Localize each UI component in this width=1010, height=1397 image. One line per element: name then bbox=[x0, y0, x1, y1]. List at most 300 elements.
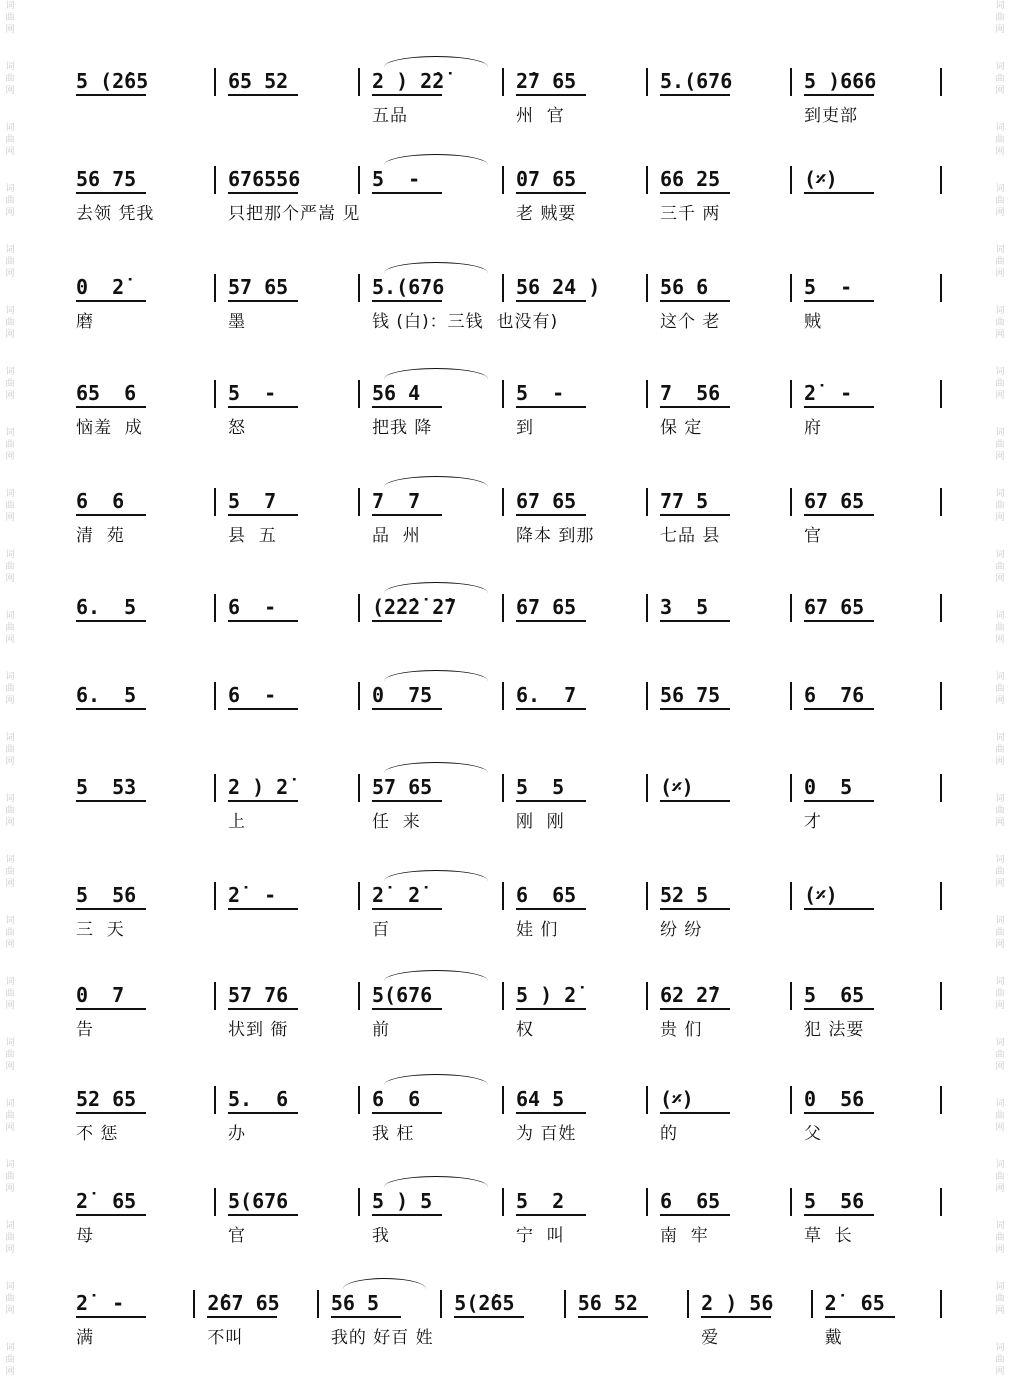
measure-notes: 0 5 bbox=[804, 775, 853, 799]
watermark-text: 词曲网 bbox=[995, 672, 1005, 706]
measure-notes: 5 56 bbox=[804, 1189, 865, 1213]
bar-line bbox=[214, 774, 216, 802]
slur bbox=[384, 154, 488, 165]
measure-notes: 7 7 bbox=[372, 489, 421, 513]
bar-line bbox=[790, 774, 792, 802]
beam-line bbox=[804, 1112, 874, 1114]
beam-line bbox=[372, 300, 442, 302]
measure-lyric: 把我 降 bbox=[372, 418, 433, 438]
measure-lyric: 只把那个严嵩 见 bbox=[228, 204, 361, 224]
measure-notes: 56 6 bbox=[660, 275, 709, 299]
beam-line bbox=[76, 406, 146, 408]
bar-line-end bbox=[940, 982, 942, 1010]
measure-notes: 07 65 bbox=[516, 167, 577, 191]
beam-line bbox=[804, 514, 874, 516]
measure-notes: 5 56 bbox=[76, 883, 137, 907]
watermark-text: 词曲网 bbox=[995, 1038, 1005, 1072]
beam-line bbox=[804, 708, 874, 710]
bar-line bbox=[214, 380, 216, 408]
measure-notes: 57 65 bbox=[372, 775, 433, 799]
measure-notes: 64 5 bbox=[516, 1087, 565, 1111]
beam-line bbox=[516, 800, 586, 802]
slur bbox=[384, 970, 488, 981]
measure-notes: 5 (2̇65 bbox=[76, 69, 149, 93]
beam-line bbox=[372, 192, 442, 194]
measure-notes: 3 5 bbox=[660, 595, 709, 619]
beam-line bbox=[372, 514, 442, 516]
beam-line bbox=[228, 94, 298, 96]
bar-line bbox=[790, 1086, 792, 1114]
measure-notes: 0 56 bbox=[804, 1087, 865, 1111]
bar-line bbox=[790, 274, 792, 302]
watermark-text: 词曲网 bbox=[995, 1099, 1005, 1133]
measure-notes: 6. 7 bbox=[516, 683, 577, 707]
measure-notes: 0 75 bbox=[372, 683, 433, 707]
watermark-text: 词曲网 bbox=[5, 1282, 15, 1316]
beam-line bbox=[516, 94, 586, 96]
watermark-text: 词曲网 bbox=[995, 550, 1005, 584]
watermark-text: 词曲网 bbox=[5, 62, 15, 96]
watermark-text: 词曲网 bbox=[5, 1160, 15, 1194]
bar-line bbox=[502, 166, 504, 194]
beam-line bbox=[804, 1008, 874, 1010]
watermark-text: 词曲网 bbox=[5, 306, 15, 340]
watermark-text: 词曲网 bbox=[995, 1282, 1005, 1316]
measure-notes: 5. 6 bbox=[228, 1087, 289, 1111]
measure-notes: 67 65 bbox=[516, 595, 577, 619]
beam-line bbox=[372, 800, 442, 802]
bar-line bbox=[358, 274, 360, 302]
beam-line bbox=[76, 620, 146, 622]
beam-line bbox=[76, 800, 146, 802]
measure-notes: 5 65 bbox=[804, 983, 865, 1007]
measure-lyric: 百 bbox=[372, 920, 390, 940]
measure-notes: (2̇2̇2̇ 2̇7 bbox=[372, 595, 457, 619]
measure-notes: 2̇7 65 bbox=[516, 69, 577, 93]
slur bbox=[384, 582, 488, 593]
beam-line bbox=[76, 908, 146, 910]
measure-notes: 6 6 bbox=[76, 489, 125, 513]
measure-lyric: 磨 bbox=[76, 312, 94, 332]
measure-notes: 2 ) 56 bbox=[701, 1291, 774, 1315]
beam-line bbox=[76, 514, 146, 516]
watermark-text: 词曲网 bbox=[995, 977, 1005, 1011]
watermark-text: 词曲网 bbox=[995, 733, 1005, 767]
bar-line bbox=[193, 1290, 195, 1318]
measure-lyric: 保 定 bbox=[660, 418, 703, 438]
beam-line bbox=[76, 300, 146, 302]
beam-line bbox=[660, 300, 730, 302]
bar-line bbox=[214, 1086, 216, 1114]
bar-line bbox=[790, 982, 792, 1010]
measure-notes: 2̇ 2̇ bbox=[372, 883, 421, 907]
beam-line bbox=[331, 1316, 401, 1318]
bar-line-end bbox=[940, 488, 942, 516]
beam-line bbox=[660, 908, 730, 910]
bar-line-end bbox=[940, 1188, 942, 1216]
measure-lyric: 我 枉 bbox=[372, 1124, 415, 1144]
measure-notes: 676556 bbox=[228, 167, 301, 191]
beam-line bbox=[76, 94, 146, 96]
measure-lyric: 宁 叫 bbox=[516, 1226, 565, 1246]
bar-line bbox=[687, 1290, 689, 1318]
watermark-text: 词曲网 bbox=[995, 855, 1005, 889]
bar-line bbox=[790, 1188, 792, 1216]
watermark-text: 词曲网 bbox=[5, 367, 15, 401]
beam-line bbox=[372, 708, 442, 710]
watermark-text: 词曲网 bbox=[995, 245, 1005, 279]
watermark-text: 词曲网 bbox=[995, 1343, 1005, 1377]
measure-lyric: 戴 bbox=[824, 1328, 843, 1348]
bar-line bbox=[646, 68, 648, 96]
beam-line bbox=[76, 1008, 146, 1010]
beam-line bbox=[228, 192, 298, 194]
measure-lyric: 墨 bbox=[228, 312, 246, 332]
watermark-text: 词曲网 bbox=[995, 428, 1005, 462]
bar-line bbox=[790, 594, 792, 622]
beam-line bbox=[516, 514, 586, 516]
measure-lyric: 父 bbox=[804, 1124, 822, 1144]
slur bbox=[384, 1176, 488, 1187]
measure-lyric: 任 来 bbox=[372, 812, 421, 832]
measure-lyric: 五品 bbox=[372, 106, 408, 126]
watermark-text: 词曲网 bbox=[995, 611, 1005, 645]
measure-notes: 6 65 bbox=[660, 1189, 721, 1213]
measure-lyric: 我的 好百 姓 bbox=[330, 1328, 434, 1348]
measure-notes: (𝄎) bbox=[660, 1087, 694, 1111]
bar-line bbox=[646, 380, 648, 408]
bar-line bbox=[502, 274, 504, 302]
measure-notes: 67 65 bbox=[804, 489, 865, 513]
bar-line bbox=[502, 1086, 504, 1114]
beam-line bbox=[372, 620, 442, 622]
slur bbox=[384, 56, 488, 67]
bar-line bbox=[790, 682, 792, 710]
slur bbox=[384, 1074, 488, 1085]
measure-lyric: 州 官 bbox=[516, 106, 565, 126]
measure-lyric: 满 bbox=[76, 1328, 94, 1348]
beam-line bbox=[516, 406, 586, 408]
slur bbox=[384, 476, 488, 487]
measure-lyric: 前 bbox=[372, 1020, 390, 1040]
bar-line bbox=[358, 166, 360, 194]
beam-line bbox=[228, 800, 298, 802]
measure-notes: 56 5 bbox=[330, 1291, 380, 1315]
beam-line bbox=[228, 406, 298, 408]
measure-lyric: 官 bbox=[804, 526, 822, 546]
measure-notes: 5 - bbox=[228, 381, 277, 405]
bar-line bbox=[502, 1188, 504, 1216]
beam-line bbox=[660, 94, 730, 96]
watermark-text: 词曲网 bbox=[995, 367, 1005, 401]
beam-line bbox=[804, 300, 874, 302]
beam-line bbox=[516, 620, 586, 622]
measure-notes: 57 65 bbox=[228, 275, 289, 299]
beam-line bbox=[228, 620, 298, 622]
measure-notes: 5.(676 bbox=[372, 275, 445, 299]
bar-line bbox=[358, 488, 360, 516]
watermark-text: 词曲网 bbox=[5, 672, 15, 706]
beam-line bbox=[372, 1214, 442, 1216]
measure-lyric: 到吏部 bbox=[804, 106, 858, 126]
measure-notes: 56 24 ) bbox=[516, 275, 601, 299]
measure-notes: 5(676 bbox=[372, 983, 433, 1007]
measure-lyric: 恼羞 成 bbox=[76, 418, 143, 438]
bar-line bbox=[502, 380, 504, 408]
measure-lyric: 才 bbox=[804, 812, 822, 832]
beam-line bbox=[825, 1316, 895, 1318]
beam-line bbox=[76, 1112, 146, 1114]
beam-line bbox=[804, 94, 874, 96]
watermark-text: 词曲网 bbox=[5, 1221, 15, 1255]
beam-line bbox=[660, 1214, 730, 1216]
measure-lyric: 娃 们 bbox=[516, 920, 559, 940]
beam-line bbox=[701, 1316, 771, 1318]
bar-line bbox=[214, 594, 216, 622]
measure-notes: 5(2̇65 bbox=[454, 1291, 515, 1315]
measure-notes: 65 6 bbox=[76, 381, 137, 405]
bar-line bbox=[502, 682, 504, 710]
beam-line bbox=[228, 1214, 298, 1216]
slur bbox=[343, 1278, 426, 1289]
watermark-text: 词曲网 bbox=[995, 489, 1005, 523]
bar-line bbox=[214, 1188, 216, 1216]
bar-line bbox=[214, 682, 216, 710]
measure-notes: 56 75 bbox=[76, 167, 137, 191]
bar-line bbox=[358, 594, 360, 622]
measure-lyric: 贼 bbox=[804, 312, 822, 332]
measure-lyric: 的 bbox=[660, 1124, 678, 1144]
bar-line bbox=[646, 488, 648, 516]
bar-line bbox=[790, 488, 792, 516]
measure-notes: 5 - bbox=[372, 167, 421, 191]
beam-line bbox=[372, 406, 442, 408]
watermark-text: 词曲网 bbox=[5, 977, 15, 1011]
bar-line-end bbox=[940, 380, 942, 408]
bar-line bbox=[646, 1188, 648, 1216]
measure-lyric: 府 bbox=[804, 418, 822, 438]
beam-line bbox=[660, 192, 730, 194]
measure-notes: 5 2 bbox=[516, 1189, 565, 1213]
measure-notes: 6 76 bbox=[804, 683, 865, 707]
measure-notes: 5 ) 5 bbox=[372, 1189, 433, 1213]
beam-line bbox=[516, 300, 586, 302]
beam-line bbox=[76, 192, 146, 194]
bar-line bbox=[790, 68, 792, 96]
measure-lyric: 怒 bbox=[228, 418, 246, 438]
bar-line bbox=[440, 1290, 442, 1318]
measure-notes: 65 52 bbox=[228, 69, 289, 93]
watermark-text: 词曲网 bbox=[5, 1038, 15, 1072]
measure-notes: 7 56 bbox=[660, 381, 721, 405]
watermark-text: 词曲网 bbox=[995, 1160, 1005, 1194]
watermark-text: 词曲网 bbox=[5, 550, 15, 584]
bar-line-end bbox=[940, 682, 942, 710]
watermark-text: 词曲网 bbox=[5, 916, 15, 950]
measure-lyric: 草 长 bbox=[804, 1226, 853, 1246]
measure-lyric: 县 五 bbox=[228, 526, 277, 546]
watermark-text: 词曲网 bbox=[5, 184, 15, 218]
measure-notes: 2̇ 65 bbox=[76, 1189, 137, 1213]
bar-line bbox=[646, 682, 648, 710]
slur bbox=[384, 368, 488, 379]
measure-notes: (𝄎) bbox=[804, 883, 838, 907]
beam-line bbox=[207, 1316, 277, 1318]
measure-lyric: 办 bbox=[228, 1124, 246, 1144]
beam-line bbox=[660, 1112, 730, 1114]
bar-line bbox=[502, 774, 504, 802]
measure-lyric: 品 州 bbox=[372, 526, 421, 546]
measure-notes: 77 5 bbox=[660, 489, 709, 513]
bar-line bbox=[502, 594, 504, 622]
measure-notes: 56 4 bbox=[372, 381, 421, 405]
beam-line bbox=[516, 908, 586, 910]
measure-notes: 67 65 bbox=[516, 489, 577, 513]
watermark-text: 词曲网 bbox=[5, 733, 15, 767]
bar-line bbox=[358, 982, 360, 1010]
bar-line bbox=[811, 1290, 813, 1318]
bar-line bbox=[564, 1290, 566, 1318]
measure-notes: 5 7 bbox=[228, 489, 277, 513]
measure-notes: (𝄎) bbox=[804, 167, 838, 191]
beam-line bbox=[228, 908, 298, 910]
watermark-text: 词曲网 bbox=[995, 794, 1005, 828]
measure-lyric: 钱 (白)：三钱 也没有) bbox=[372, 312, 559, 332]
watermark-text: 词曲网 bbox=[5, 611, 15, 645]
bar-line bbox=[358, 774, 360, 802]
measure-notes: 67 65 bbox=[804, 595, 865, 619]
bar-line bbox=[790, 882, 792, 910]
beam-line bbox=[804, 800, 874, 802]
measure-notes: 5(676 bbox=[228, 1189, 289, 1213]
measure-lyric: 清 苑 bbox=[76, 526, 125, 546]
watermark-text: 词曲网 bbox=[5, 1099, 15, 1133]
bar-line bbox=[358, 68, 360, 96]
beam-line bbox=[516, 1008, 586, 1010]
slur bbox=[384, 262, 488, 273]
measure-lyric: 降本 到那 bbox=[516, 526, 595, 546]
beam-line bbox=[516, 708, 586, 710]
bar-line bbox=[646, 774, 648, 802]
measure-notes: 5 53 bbox=[76, 775, 137, 799]
measure-notes: 52 65 bbox=[76, 1087, 137, 1111]
measure-notes: 6 6 bbox=[372, 1087, 421, 1111]
bar-line-end bbox=[940, 882, 942, 910]
measure-notes: 2̇ 65 bbox=[824, 1291, 885, 1315]
beam-line bbox=[228, 514, 298, 516]
measure-notes: 5 ) 2̇ bbox=[516, 983, 577, 1007]
bar-line bbox=[646, 274, 648, 302]
measure-lyric: 不叫 bbox=[207, 1328, 244, 1348]
measure-notes: 2̇ - bbox=[76, 1291, 125, 1315]
measure-lyric: 三千 两 bbox=[660, 204, 721, 224]
watermark-text: 词曲网 bbox=[5, 428, 15, 462]
measure-lyric: 权 bbox=[516, 1020, 534, 1040]
measure-notes: 56 52 bbox=[577, 1291, 638, 1315]
watermark-text: 词曲网 bbox=[995, 62, 1005, 96]
beam-line bbox=[516, 192, 586, 194]
bar-line bbox=[646, 882, 648, 910]
watermark-text: 词曲网 bbox=[5, 245, 15, 279]
measure-notes: 0 7 bbox=[76, 983, 125, 1007]
bar-line-end bbox=[940, 68, 942, 96]
bar-line-end bbox=[940, 1290, 942, 1318]
measure-lyric: 这个 老 bbox=[660, 312, 721, 332]
measure-notes: 0 2̇ bbox=[76, 275, 125, 299]
watermark-text: 词曲网 bbox=[5, 1343, 15, 1377]
measure-lyric: 老 贼要 bbox=[516, 204, 577, 224]
watermark-text: 词曲网 bbox=[995, 1221, 1005, 1255]
beam-line bbox=[372, 908, 442, 910]
measure-lyric: 上 bbox=[228, 812, 246, 832]
bar-line bbox=[790, 380, 792, 408]
bar-line-end bbox=[940, 274, 942, 302]
measure-notes: 6. 5 bbox=[76, 683, 137, 707]
slur bbox=[384, 670, 488, 681]
measure-lyric: 母 bbox=[76, 1226, 94, 1246]
measure-notes: 66 25 bbox=[660, 167, 721, 191]
watermark-text: 词曲网 bbox=[5, 123, 15, 157]
watermark-text: 词曲网 bbox=[5, 489, 15, 523]
measure-notes: 56 75 bbox=[660, 683, 721, 707]
beam-line bbox=[228, 1112, 298, 1114]
beam-line bbox=[660, 1008, 730, 1010]
measure-notes: 2 ) 2̇ bbox=[228, 775, 289, 799]
measure-notes: 6 65 bbox=[516, 883, 577, 907]
beam-line bbox=[804, 406, 874, 408]
watermark-text: 词曲网 bbox=[995, 1, 1005, 35]
watermark-text: 词曲网 bbox=[995, 123, 1005, 157]
bar-line bbox=[790, 166, 792, 194]
bar-line bbox=[214, 274, 216, 302]
measure-lyric: 为 百姓 bbox=[516, 1124, 577, 1144]
beam-line bbox=[76, 1316, 146, 1318]
bar-line bbox=[358, 380, 360, 408]
beam-line bbox=[76, 1214, 146, 1216]
measure-notes: 6. 5 bbox=[76, 595, 137, 619]
beam-line bbox=[372, 94, 442, 96]
bar-line bbox=[214, 882, 216, 910]
beam-line bbox=[804, 192, 874, 194]
bar-line bbox=[646, 982, 648, 1010]
beam-line bbox=[228, 300, 298, 302]
beam-line bbox=[660, 800, 730, 802]
beam-line bbox=[660, 620, 730, 622]
beam-line bbox=[516, 1214, 586, 1216]
bar-line bbox=[358, 1086, 360, 1114]
watermark-text: 词曲网 bbox=[995, 916, 1005, 950]
measure-notes: 6 - bbox=[228, 595, 277, 619]
measure-lyric: 刚 刚 bbox=[516, 812, 565, 832]
bar-line bbox=[214, 488, 216, 516]
watermark-text: 词曲网 bbox=[995, 306, 1005, 340]
beam-line bbox=[228, 708, 298, 710]
beam-line bbox=[76, 708, 146, 710]
measure-lyric: 犯 法要 bbox=[804, 1020, 865, 1040]
measure-notes: (𝄎) bbox=[660, 775, 694, 799]
measure-notes: 6 - bbox=[228, 683, 277, 707]
measure-lyric: 状到 衙 bbox=[228, 1020, 289, 1040]
measure-lyric: 我 bbox=[372, 1226, 390, 1246]
bar-line bbox=[502, 982, 504, 1010]
beam-line bbox=[228, 1008, 298, 1010]
bar-line bbox=[317, 1290, 319, 1318]
measure-notes: 52 5 bbox=[660, 883, 709, 907]
beam-line bbox=[516, 1112, 586, 1114]
measure-notes: 57 76 bbox=[228, 983, 289, 1007]
watermark-text: 词曲网 bbox=[5, 1, 15, 35]
measure-notes: 5.(676 bbox=[660, 69, 733, 93]
